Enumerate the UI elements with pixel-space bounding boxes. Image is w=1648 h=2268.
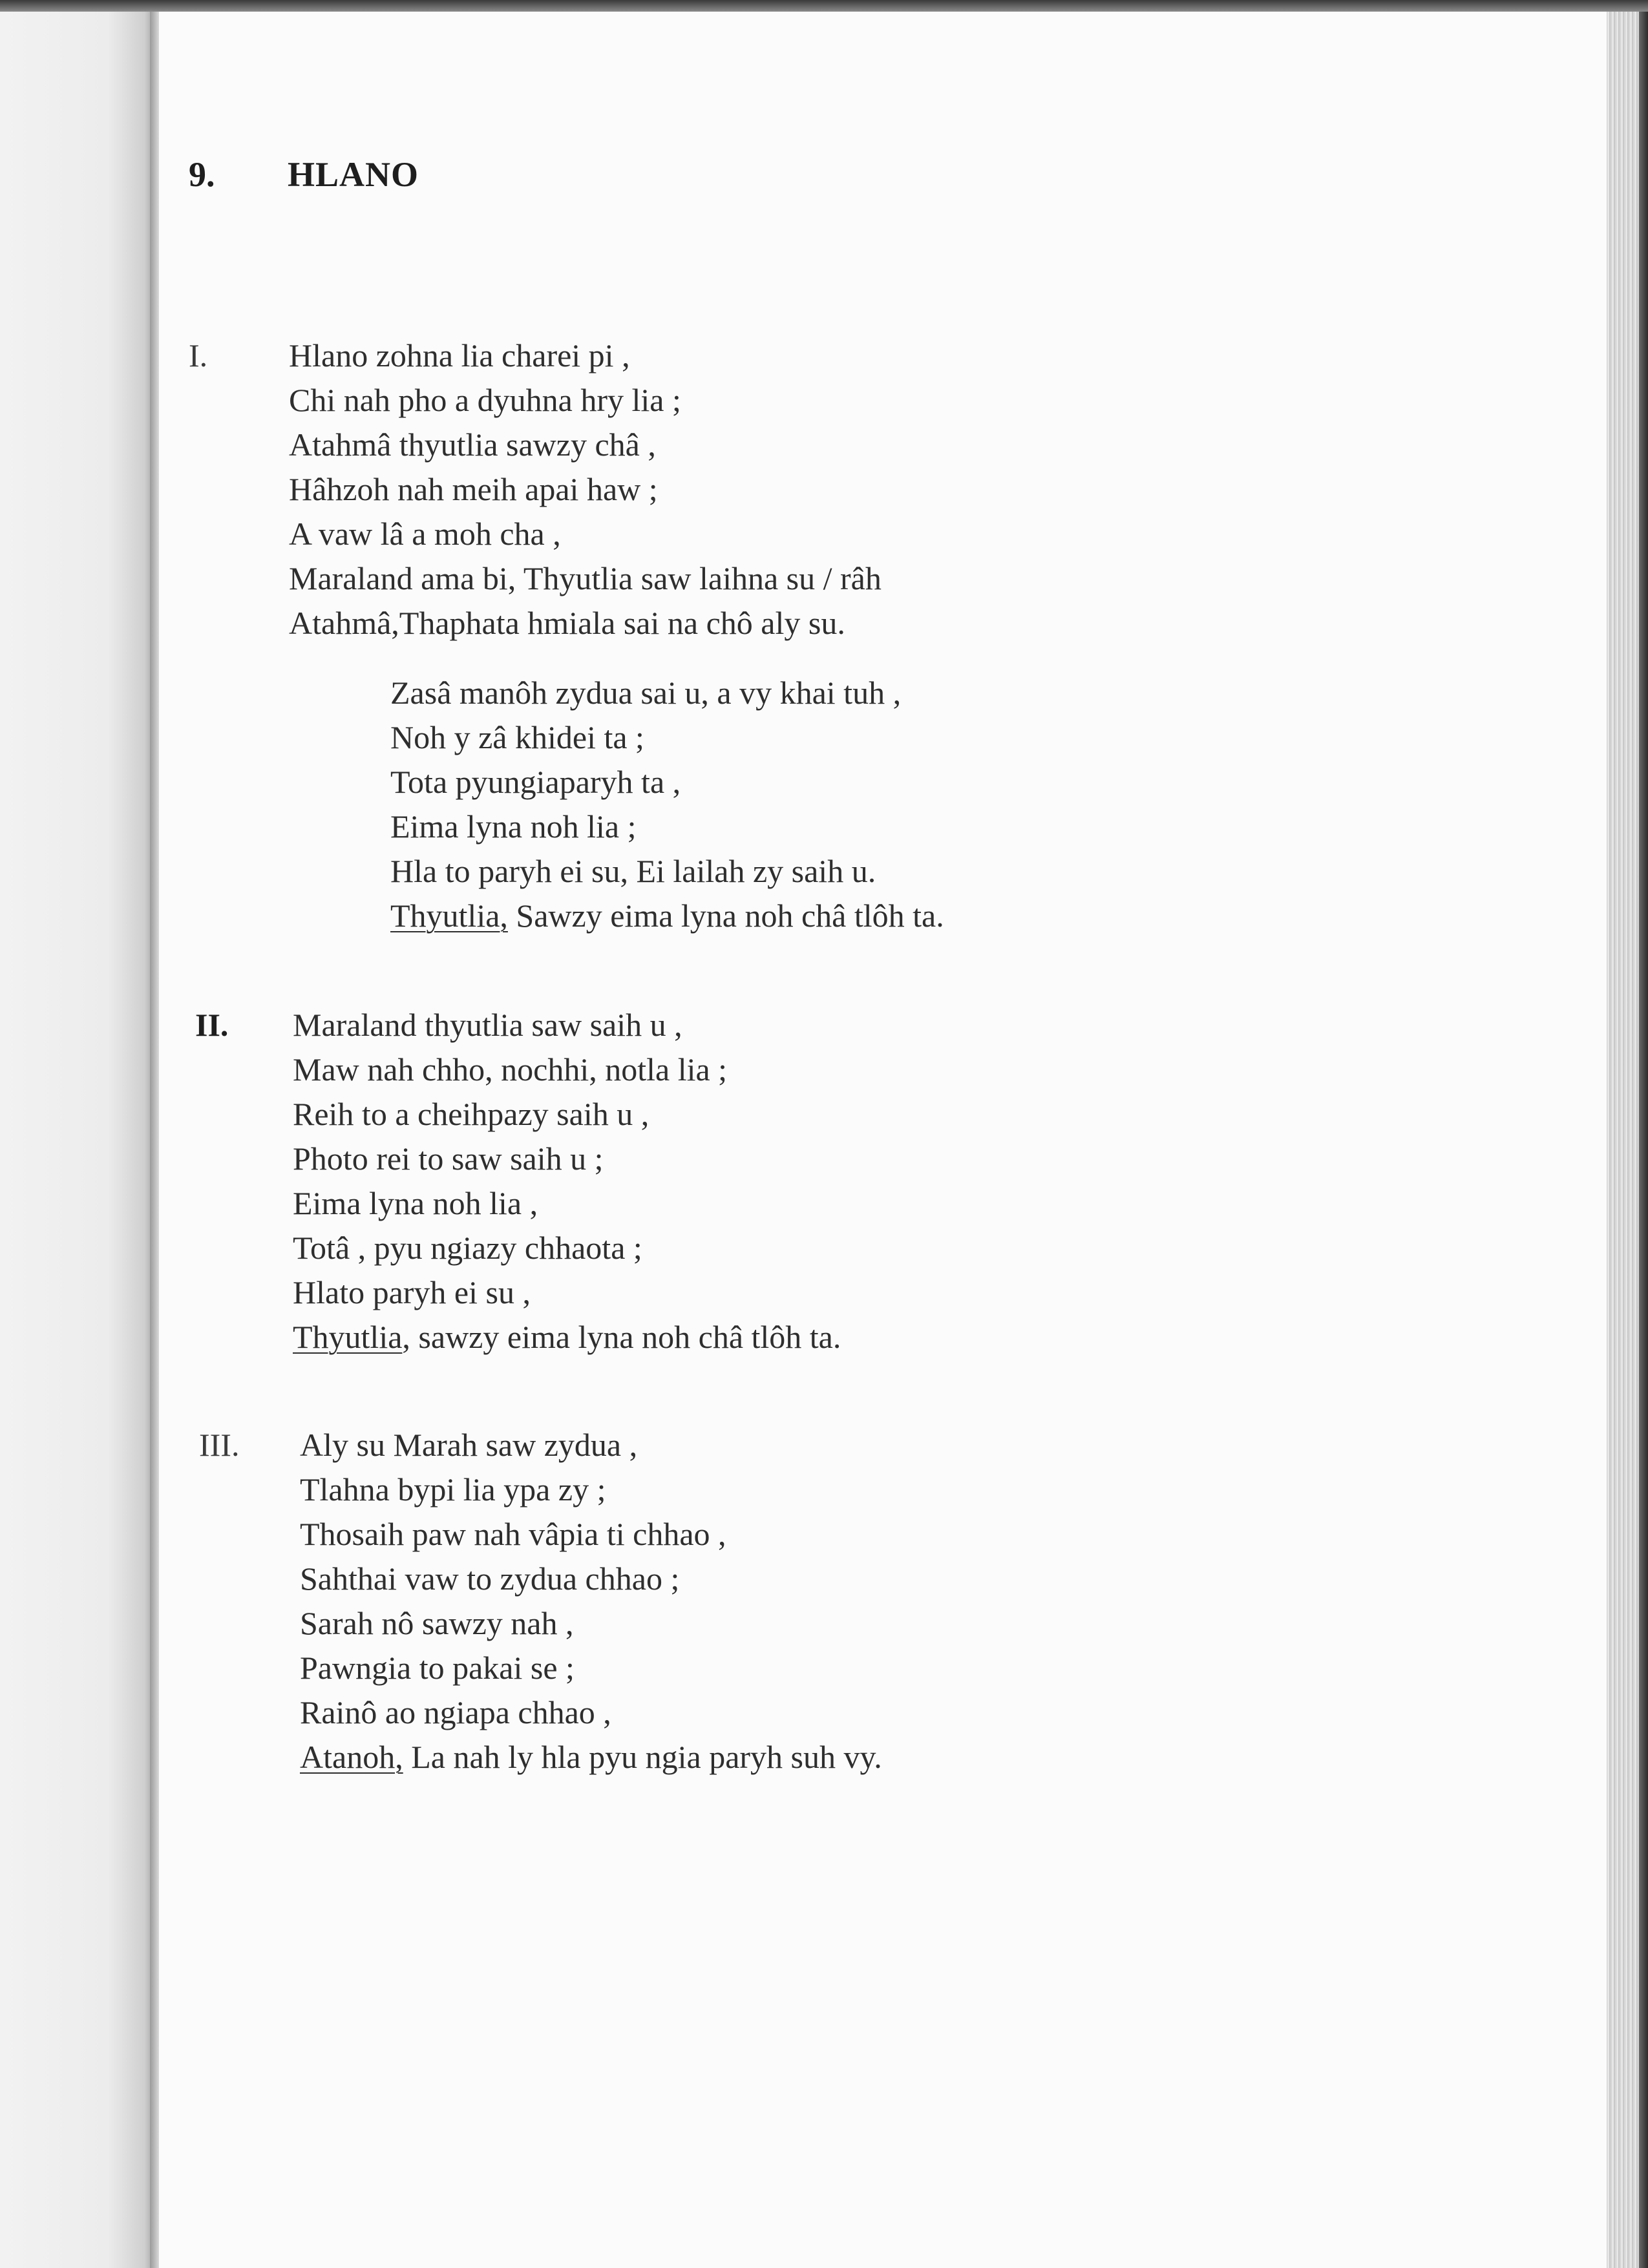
- song-title: HLANO: [288, 155, 419, 194]
- verse-3: [300, 1423, 882, 1780]
- underlined-word: Thyutlia,: [390, 898, 508, 934]
- chorus-line: Noh y zâ khidei ta ;: [390, 719, 644, 755]
- chorus: [390, 671, 944, 938]
- verse-line: Eima lyna noh lia ,: [293, 1185, 538, 1221]
- chorus-last-line: [390, 894, 944, 938]
- page-edges: [1607, 12, 1648, 2268]
- underlined-word: Thyutlia: [293, 1319, 403, 1355]
- underlined-word: Atanoh,: [300, 1739, 403, 1775]
- verse-line: Atahmâ thyutlia sawzy châ ,: [289, 426, 656, 463]
- verse-line: Chi nah pho a dyuhna hry lia ;: [289, 382, 681, 418]
- chorus-line: Eima lyna noh lia ;: [390, 808, 637, 845]
- verse-last-line: [300, 1735, 882, 1780]
- chorus-line: Hla to paryh ei su, Ei lailah zy saih u.: [390, 853, 876, 889]
- verse-line: Sarah nô sawzy nah ,: [300, 1605, 574, 1641]
- verse-line: Rainô ao ngiapa chhao ,: [300, 1694, 611, 1730]
- book-gutter: [150, 12, 159, 2268]
- verse-line: Sahthai vaw to zydua chhao ;: [300, 1560, 680, 1597]
- verse-line: Aly su Marah saw zydua ,: [300, 1427, 638, 1463]
- verse-line: Hlato paryh ei su ,: [293, 1274, 531, 1310]
- facing-page: [0, 12, 154, 2268]
- verse-number: II.: [195, 1007, 229, 1043]
- line-text: , sawzy eima lyna noh châ tlôh ta.: [402, 1319, 841, 1355]
- chorus-line: Zasâ manôh zydua sai u, a vy khai tuh ,: [390, 675, 902, 711]
- verse-line: Maraland ama bi, Thyutlia saw laihna su / râh: [289, 560, 882, 596]
- verse-line: Tlahna bypi lia ypa zy ;: [300, 1471, 606, 1507]
- verse-line: A vaw lâ a moh cha ,: [289, 516, 561, 552]
- verse-line: Maw nah chho, nochhi, notla lia ;: [293, 1051, 728, 1087]
- verse-line: Atahmâ,Thaphata hmiala sai na chô aly su.: [289, 605, 845, 641]
- verse-number: I.: [189, 337, 208, 373]
- verse-line: Maraland thyutlia saw saih u ,: [293, 1007, 682, 1043]
- scan-border: [0, 0, 1648, 12]
- verse-line: Thosaih paw nah vâpia ti chhao ,: [300, 1516, 726, 1552]
- verse-number: III.: [199, 1427, 240, 1463]
- verse-1: [289, 333, 882, 646]
- verse-last-line: [293, 1315, 841, 1360]
- verse-line: Photo rei to saw saih u ;: [293, 1140, 604, 1177]
- song-number: 9.: [189, 155, 215, 194]
- verse-line: Hlano zohna lia charei pi ,: [289, 337, 630, 373]
- verse-line: Reih to a cheihpazy saih u ,: [293, 1096, 650, 1132]
- chorus-line: Tota pyungiaparyh ta ,: [390, 764, 681, 800]
- verse-line: Totâ , pyu ngiazy chhaota ;: [293, 1230, 642, 1266]
- verse-2: [293, 1003, 841, 1360]
- verse-line: Pawngia to pakai se ;: [300, 1650, 575, 1686]
- line-text: Sawzy eima lyna noh châ tlôh ta.: [507, 898, 944, 934]
- line-text: La nah ly hla pyu ngia paryh suh vy.: [403, 1739, 882, 1775]
- verse-line: Hâhzoh nah meih apai haw ;: [289, 471, 658, 507]
